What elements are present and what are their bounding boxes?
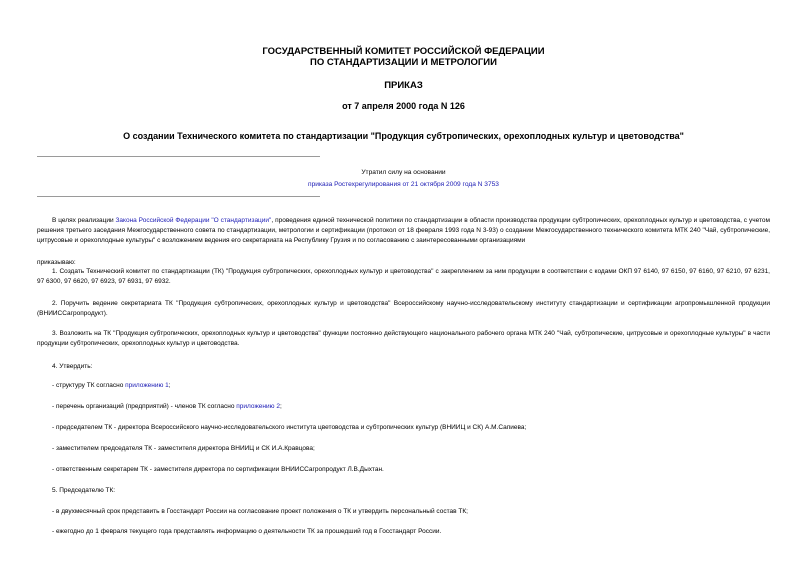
order-word: приказываю: [37,259,76,266]
status-note-link-line [0,180,807,189]
preamble-text-start: В целях реализации [52,217,116,224]
clause-4-secretary: - ответственным секретарем ТК - заместителя директора по сертификации ВНИИССагропродукт Л.В.Дыхтан. [52,466,384,473]
members-end: ; [279,403,282,410]
clause-4-deputy: - заместителем председателя ТК - заместителя директора ВНИИЦ и СК И.А.Кравцова; [52,445,315,452]
repeal-order-link[interactable]: приказа Ростехрегулирования от 21 октября 2009 года N 3753 [308,181,499,188]
org-name-line1: ГОСУДАРСТВЕННЫЙ КОМИТЕТ РОССИЙСКОЙ ФЕДЕРАЦИИ [262,46,545,57]
clause-4-chairman: - председателем ТК - директора Всероссийского научно-исследовательского института цветоводства и субтропических культур (ВНИИЦ и СК) А.М.Сапиева; [52,424,527,431]
preamble-text-end: , проведения единой технической политики по стандартизации в области производства продукции субтропических, орехоплодных культур и цветоводства, с учетом решения третьего заседания Межгосударственного совета по стандартизации, метрологии и сертификации (протокол от 18 февраля 1993 года N 3-93) о создании Межгосударственного технического комитета МТК 240 "Чай, субтропические, цитрусовые и орехоплодные культуры" с возложением ведения его секретариата на Республику Грузия и по согласованию с заинтересованными организациями [37,217,770,244]
clause-2: 2. Поручить ведение секретариата ТК "Продукция субтропических, орехоплодных культур и цветоводства" Всероссийскому научно-исследовательскому институту стандартизации и сертификации агропромышленной продукции (ВНИИССагропродукт). [37,300,770,317]
clause-5-item-2: - ежегодно до 1 февраля текущего года представлять информацию о деятельности ТК за прошедший год в Госстандарт России. [52,528,442,535]
divider-bottom [37,196,320,197]
preamble-paragraph [37,216,770,246]
clause-1: 1. Создать Технический комитет по стандартизации (ТК) "Продукция субтропических, орехоплодных культур и цветоводства" с закреплением за ним продукции в соответствии с кодами ОКП 97 6140, 97 6150, 97 6160, 97 6210, 97 6231, 97 6300, 97 6620, 97 6923, 97 6931, 97 6932. [37,268,770,285]
structure-text: - структуру ТК согласно [52,382,126,389]
appendix-1-link[interactable]: приложению 1 [125,382,169,389]
clause-5-item-1: - в двухмесячный срок представить в Госстандарт России на согласование проект положения о ТК и утвердить персональный состав ТК; [52,508,468,515]
status-note-text: Утратил силу на основании [361,169,446,176]
appendix-2-link[interactable]: приложению 2 [236,403,280,410]
clause-3: 3. Возложить на ТК "Продукция субтропических, орехоплодных культур и цветоводства" функции постоянно действующего национального рабочего органа МТК 240 "Чай, субтропические, цитрусовые и орехоплодные культуры" в части продукции субтропических, орехоплодных культур и цветоводства. [37,330,770,347]
document-title: О создании Технического комитета по стандартизации "Продукция субтропических, орехоплодных культур и цветоводства" [123,131,684,141]
org-name-line2: ПО СТАНДАРТИЗАЦИИ И МЕТРОЛОГИИ [310,57,497,68]
document-type: ПРИКАЗ [384,80,423,91]
document-date: от 7 апреля 2000 года N 126 [342,101,465,111]
members-text: - перечень организаций (предприятий) - членов ТК согласно [52,403,237,410]
clause-4: 4. Утвердить: [52,363,93,370]
divider-top [37,156,320,157]
structure-end: ; [168,382,171,389]
clause-5: 5. Председателю ТК: [52,487,116,494]
clause-4-members [52,402,772,412]
clause-4-structure [52,381,772,391]
law-link[interactable]: Закона Российской Федерации "О стандартизации" [115,217,272,224]
